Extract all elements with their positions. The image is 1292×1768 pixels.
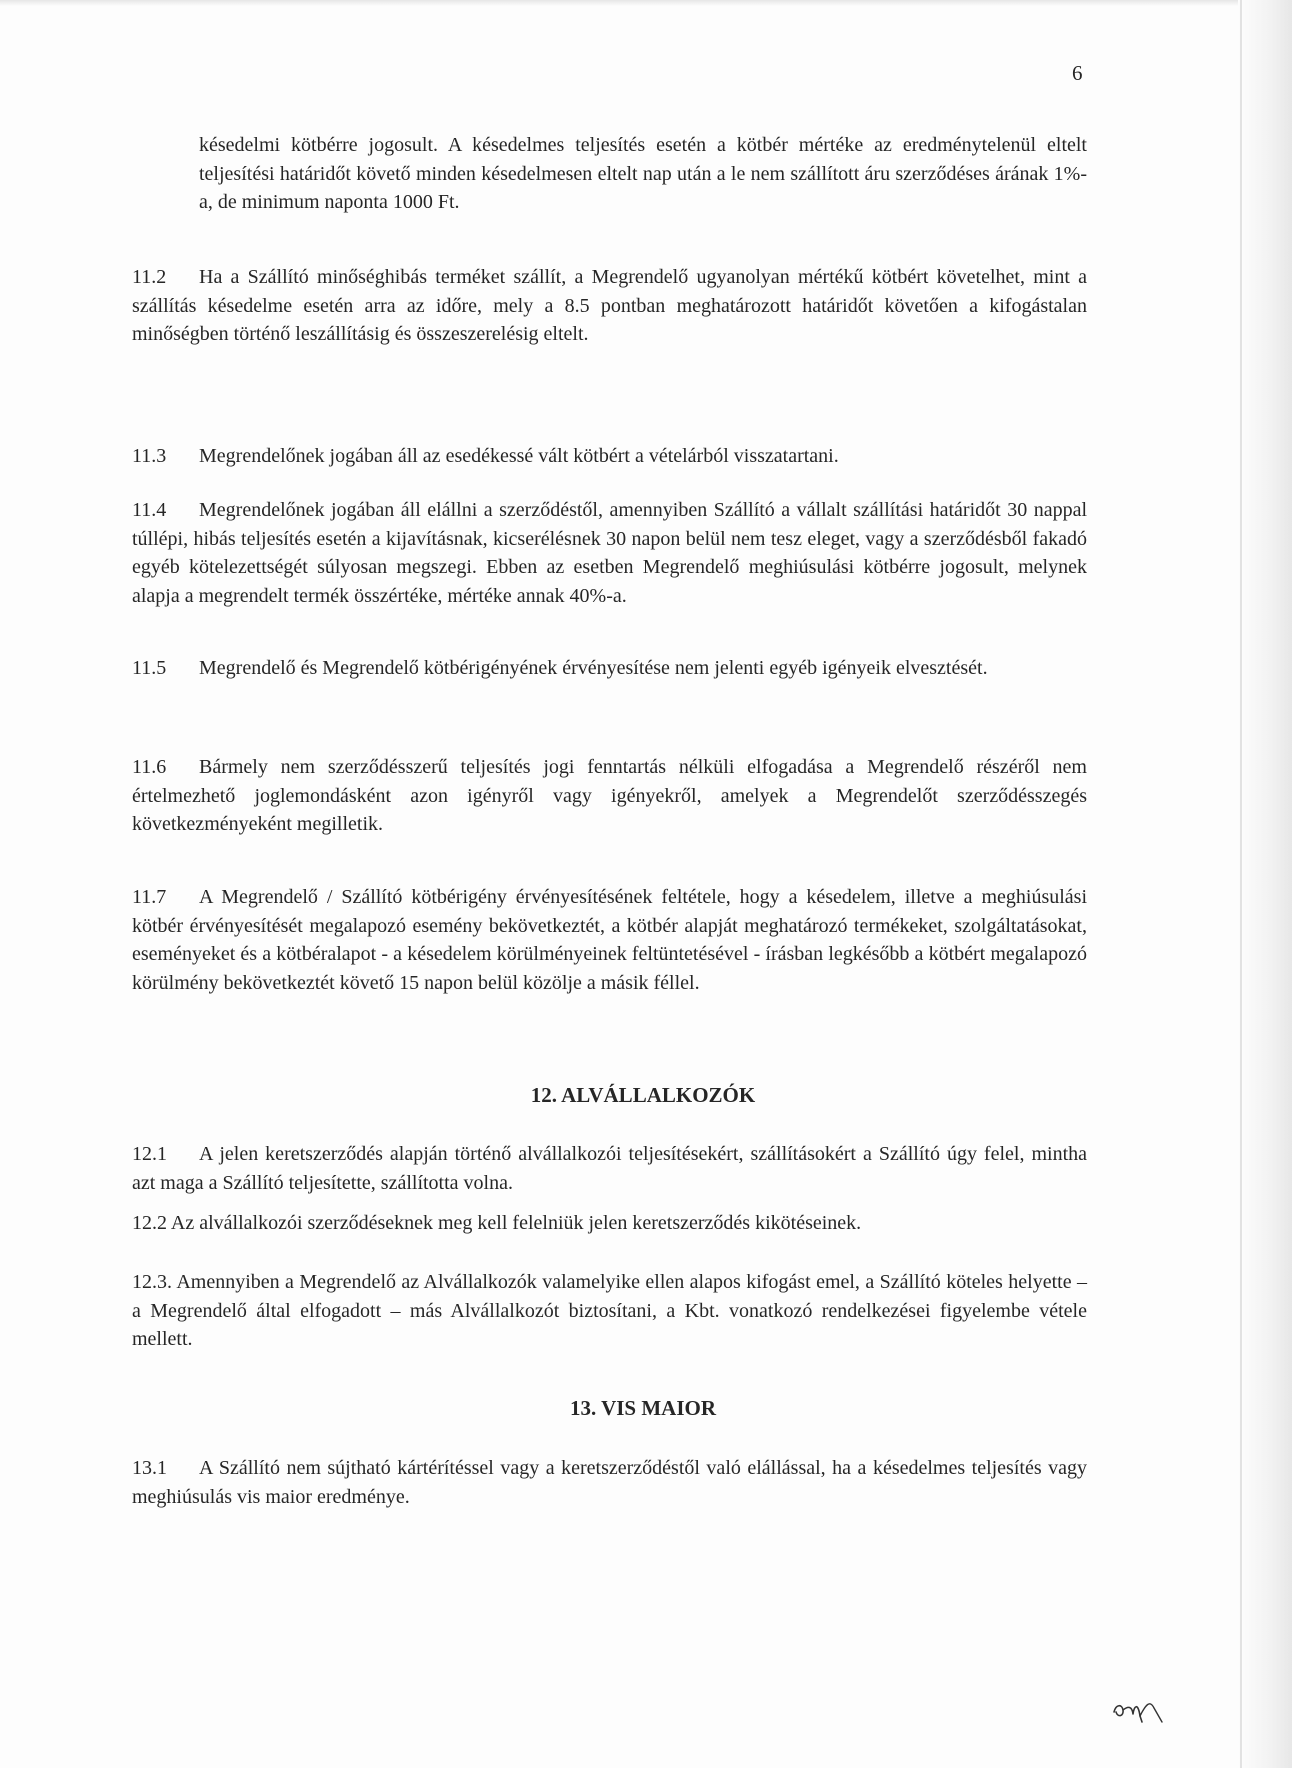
handwritten-initials xyxy=(1110,1692,1170,1728)
clause-text: Megrendelő és Megrendelő kötbérigényének érvényesítése nem jelenti egyéb igényeik elvesztését. xyxy=(199,657,988,679)
scan-edge-right xyxy=(1238,0,1292,1768)
clause-text: Megrendelőnek jogában áll az esedékessé vált kötbért a vételárból visszatartani. xyxy=(199,445,839,467)
clause-text: Ha a Szállító minőséghibás terméket szállít, a Megrendelő ugyanolyan mértékű kötbért követelhet, mint a szállítás késedelme esetén arra az időre, mely a 8.5 pontban meghatározott határidőt követően a kifogástalan minőségben történő leszállításig és összeszerelésig eltelt. xyxy=(132,266,1087,345)
clause-number: 11.2 xyxy=(132,266,167,288)
clause-text: A Szállító nem sújtható kártérítéssel vagy a keretszerződéstől való elállással, ha a késedelmes teljesítés vagy meghiúsulás vis maior eredménye. xyxy=(132,1457,1087,1508)
clause-11-3 xyxy=(132,442,1087,471)
clause-11-2 xyxy=(132,263,1087,349)
clause-number: 13.1 xyxy=(132,1457,167,1479)
clause-12-2: 12.2 Az alvállalkozói szerződéseknek meg kell felelniük jelen keretszerződés kikötéseinek. xyxy=(132,1212,862,1234)
clause-number: 12.1 xyxy=(132,1143,167,1165)
section-12-heading: 12. ALVÁLLALKOZÓK xyxy=(530,1083,756,1107)
clause-13-1 xyxy=(132,1454,1087,1511)
clause-12-3: 12.3. Amennyiben a Megrendelő az Alvállalkozók valamelyike ellen alapos kifogást emel, a Szállító köteles helyette – a Megrendelő által elfogadott – más Alvállalkozót biztosítani, a Kbt. vonatkozó rendelkezései figyelembe vétele mellett. xyxy=(132,1271,1087,1350)
clause-number: 11.7 xyxy=(132,886,167,908)
clause-text: Bármely nem szerződésszerű teljesítés jogi fenntartás nélküli elfogadása a Megrendelő részéről nem értelmezhető joglemondásként azon igényről vagy igényekről, amelyek a Megrendelőt szerződésszegés következményeként megilletik. xyxy=(132,756,1087,835)
clause-number: 11.3 xyxy=(132,445,167,467)
clause-11-6 xyxy=(132,753,1087,839)
intro-paragraph: késedelmi kötbérre jogosult. A késedelmes teljesítés esetén a kötbér mértéke az eredménytelenül eltelt teljesítési határidőt követő minden késedelmesen eltelt nap után a le nem szállított áru szerződéses árának 1%-a, de minimum naponta 1000 Ft. xyxy=(199,134,1087,213)
clause-12-1 xyxy=(132,1140,1087,1197)
section-13-heading: 13. VIS MAIOR xyxy=(569,1396,717,1420)
scan-edge-top xyxy=(0,0,1292,6)
clause-11-4 xyxy=(132,496,1087,610)
clause-number: 11.4 xyxy=(132,499,167,521)
scan-page-edge-line xyxy=(1240,0,1242,1768)
clause-11-7 xyxy=(132,883,1087,997)
clause-number: 11.6 xyxy=(132,756,167,778)
clause-number: 11.5 xyxy=(132,657,167,679)
clause-11-5 xyxy=(132,654,1087,683)
clause-text: A Megrendelő / Szállító kötbérigény érvényesítésének feltétele, hogy a késedelem, illetve a meghiúsulási kötbér érvényesítését megalapozó esemény bekövetkeztét, a kötbér alapját meghatározó termékeket, szolgáltatásokat, eseményeket és a kötbéralapot - a késedelem körülményeinek feltüntetésével - írásban legkésőbb a kötbért megalapozó körülmény bekövetkeztét követő 15 napon belül közölje a másik féllel. xyxy=(132,886,1087,994)
page-number: 6 xyxy=(1072,61,1083,85)
clause-text: A jelen keretszerződés alapján történő alvállalkozói teljesítésekért, szállításokért a Szállító úgy felel, mintha azt maga a Szállító teljesítette, szállította volna. xyxy=(132,1143,1087,1194)
clause-text: Megrendelőnek jogában áll elállni a szerződéstől, amennyiben Szállító a vállalt szállítási határidőt 30 nappal túllépi, hibás teljesítés esetén a kijavításnak, kicserélésnek 30 napon belül nem tesz eleget, vagy a szerződésből fakadó egyéb kötelezettségét súlyosan megszegi. Ebben az esetben Megrendelő meghiúsulási kötbérre jogosult, melynek alapja a megrendelt termék összértéke, mértéke annak 40%-a. xyxy=(132,499,1087,607)
